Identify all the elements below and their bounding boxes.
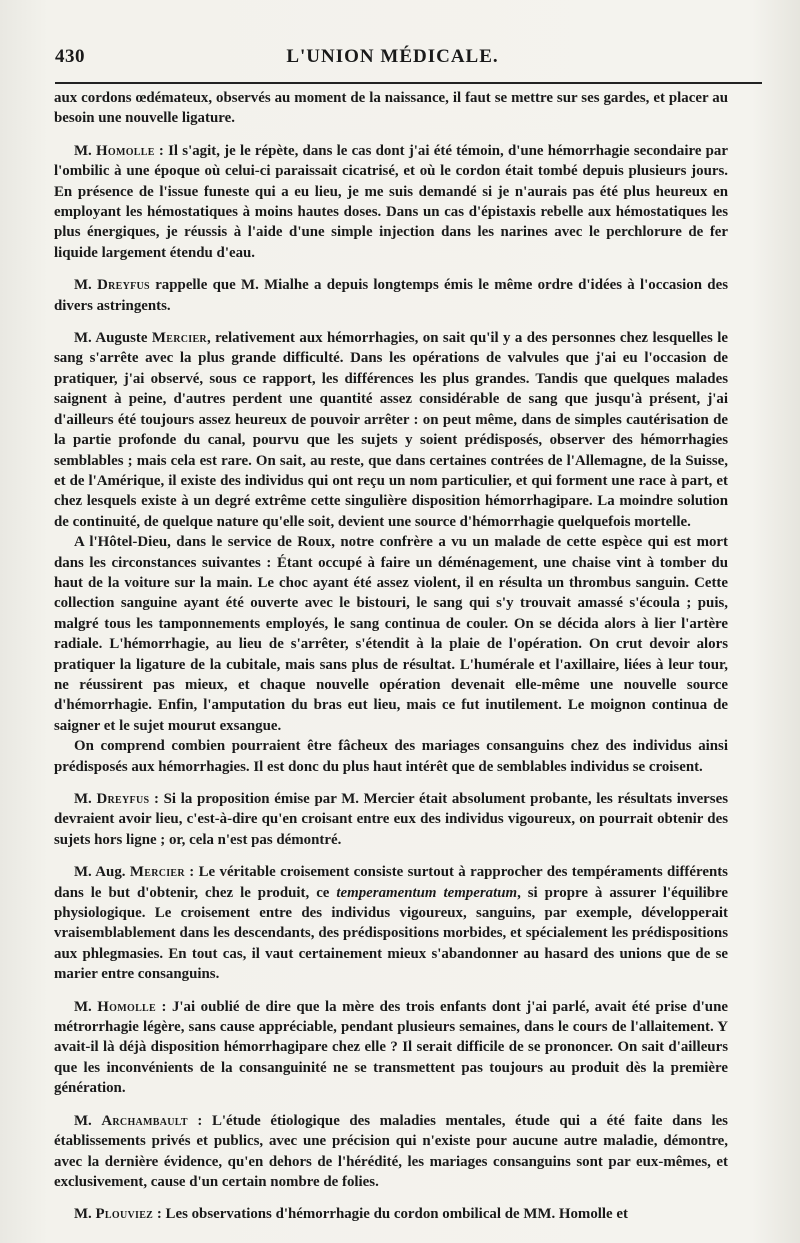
page-number: 430 bbox=[55, 46, 85, 67]
paragraph bbox=[54, 736, 728, 777]
paragraph bbox=[54, 275, 728, 316]
paragraph-text: , relativement aux hémorrhagies, on sait qu'il y a des personnes chez lesquelles le sang s'arrête avec la plus grande difficulté. Dans les opérations de valvules que j'ai eu l'occasion de pratiquer, j'ai observé, sous ce rapport, les différences les plus grandes. Tandis que quelques malades saignent à peine, d'autres perdent une quantité assez considérable de sang que jusqu'à présent, j'ai d'ailleurs été toujours assez heureux de pouvoir arrêter : on peut même, dans de simples cautérisation de la partie profonde du canal, pourvu que les sujets y soient prédisposés, observer des hémorrhagies semblables ; mais cela est rare. On sait, au reste, que dans certaines contrées de l'Allemagne, de la Suisse, et de l'Amérique, il existe des individus qui ont reçu un nom particulier, et qui forment une race à part, et chez lesquels existe à un degré extrême cette singulière disposition hémorrhagipare. La moindre solution de continuité, de quelque nature qu'elle soit, devient une source d'hémorrhagie quelquefois mortelle. bbox=[54, 330, 728, 530]
speaker-prefix: M. Aug. bbox=[74, 864, 126, 881]
paragraph-text: : Il s'agit, je le répète, dans le cas dont j'ai été témoin, d'une hémorrhagie secondaire par l'ombilic à une époque où celui-ci paraissait cicatrisé, et où le cordon était tombé depuis plusieurs jours. En présence de l'issue funeste qui a eu lieu, je me suis demandé si je n'aurais pas été plus heureux en employant les hémostatiques à moins hautes doses. Dans un cas d'épistaxis rebelle aux hémostatiques les plus énergiques, je réussis à l'aide d'une simple injection dans les narines avec le perchlorure de fer liquide largement étendu d'eau. bbox=[54, 142, 728, 261]
paragraph-text: aux cordons œdémateux, observés au moment de la naissance, il faut se mettre sur ses gardes, et placer au besoin une nouvelle ligature. bbox=[54, 90, 728, 127]
header-rule bbox=[55, 82, 762, 84]
paragraph bbox=[54, 328, 728, 532]
paragraph-text: : Si la proposition émise par M. Mercier était absolument probante, les résultats inverses devraient avoir lieu, c'est-à-dire qu'en croisant entre eux des individus vigoureux, on pourrait obtenir des sujets hors ligne ; or, cela n'est pas démontré. bbox=[54, 791, 728, 848]
speaker-prefix: M. bbox=[74, 142, 92, 159]
speaker-prefix: M. bbox=[74, 277, 92, 294]
running-header bbox=[55, 46, 730, 76]
speaker-prefix: M. bbox=[74, 1112, 92, 1129]
speaker-prefix: M. bbox=[74, 1206, 92, 1223]
paragraph bbox=[54, 862, 728, 984]
speaker-name: Mercier bbox=[129, 864, 185, 881]
paragraph-text: : J'ai oublié de dire que la mère des trois enfants dont j'ai parlé, avait été prise d'une métrorrhagie légère, sans cause appréciable, pendant plusieurs semaines, dans le cours de l'allaitement. Y avait-il là déjà disposition hémorrhagipare chez elle ? Il serait difficile de se prononcer. On sait d'ailleurs que les inconvénients de la consanguinité ne se transmettent pas toujours au produit dès la première génération. bbox=[54, 998, 728, 1097]
speaker-prefix: M. bbox=[74, 791, 92, 807]
paragraph bbox=[54, 997, 728, 1099]
paragraph bbox=[54, 1111, 728, 1193]
paragraph-text: rappelle que M. Mialhe a depuis longtemps émis le même ordre d'idées à l'occasion des divers astringents. bbox=[54, 277, 728, 314]
journal-title: L'UNION MÉDICALE. bbox=[286, 46, 499, 67]
paragraph bbox=[54, 141, 728, 263]
speaker-name: Archambault bbox=[101, 1112, 188, 1129]
speaker-name: Dreyfus bbox=[96, 791, 150, 807]
speaker-name: Homolle bbox=[96, 142, 155, 159]
paragraph-text: : L'étude étiologique des maladies mentales, étude qui a été faite dans les établissements privés et publics, avec une précision qui n'existe pour aucune autre maladie, démontre, avec la dernière évidence, qu'en dehors de l'hérédité, les mariages consanguins sont par eux-mêmes, et exclusivement, cause d'un certain nombre de folies. bbox=[54, 1112, 728, 1190]
latin-term: temperamentum temperatum bbox=[336, 884, 518, 901]
paragraph bbox=[54, 88, 728, 129]
speaker-name: Mercier bbox=[151, 330, 207, 347]
speaker-name: Homolle bbox=[97, 998, 156, 1015]
paragraph-text: A l'Hôtel-Dieu, dans le service de Roux, notre confrère a vu un malade de cette espèce qui est mort dans les circonstances suivantes : Étant occupé à faire un déménagement, une chaise vint à tomber du haut de la voiture sur la main. Le choc ayant été assez violent, il en résulta un thrombus sanguin. Cette collection sanguine ayant été ouverte avec le bistouri, le sang qui s'y trouvait amassé s'écoula ; puis, malgré tous les tamponnements employés, le sang continua de couler. On se décida alors à lier l'artère radiale. L'hémorrhagie, au lieu de s'arrêter, s'étendit à la plaie de l'opération. On crut devoir alors pratiquer la ligature de la cubitale, mais sans plus de résultat. L'humérale et l'axillaire, liées à leur tour, ne réussirent pas mieux, et chaque nouvelle opération devenait elle-même une nouvelle source d'hémorrhagie. Enfin, l'amputation du bras eut lieu, mais ce fut inutilement. Le moignon continua de saigner et le sujet mourut exsangue. bbox=[54, 534, 728, 734]
paragraph-text: On comprend combien pourraient être fâcheux des mariages consanguins chez des individus ainsi prédisposés aux hémorrhagies. Il est donc du plus haut intérêt que de semblables individus se croisent. bbox=[54, 738, 728, 775]
speaker-prefix: M. bbox=[74, 998, 92, 1015]
page-body bbox=[54, 88, 728, 1237]
paragraph bbox=[54, 789, 728, 850]
speaker-prefix: M. Auguste bbox=[74, 330, 148, 347]
speaker-name: Dreyfus bbox=[97, 277, 150, 294]
paragraph-text: , si propre à assurer l'équilibre physiologique. Le croisement entre des individus vigoureux, sanguins, par exemple, développerait vraisemblablement dans les descendants, des prédispositions morbides, et spécialement les prédispositions aux phlegmasies. En tout cas, il vaut certainement mieux s'abandonner au hasard des unions que de se marier entre consanguins. bbox=[54, 884, 728, 983]
paragraph bbox=[54, 532, 728, 736]
paragraph-text: : Les observations d'hémorrhagie du cordon ombilical de MM. Homolle et bbox=[153, 1206, 628, 1223]
speaker-name: Plouviez bbox=[95, 1206, 154, 1223]
paragraph bbox=[54, 1204, 728, 1224]
paragraph-text: : Le véritable croisement consiste surtout à rapprocher des tempéraments différents dans le but d'obtenir, chez le produit, ce bbox=[54, 864, 728, 901]
